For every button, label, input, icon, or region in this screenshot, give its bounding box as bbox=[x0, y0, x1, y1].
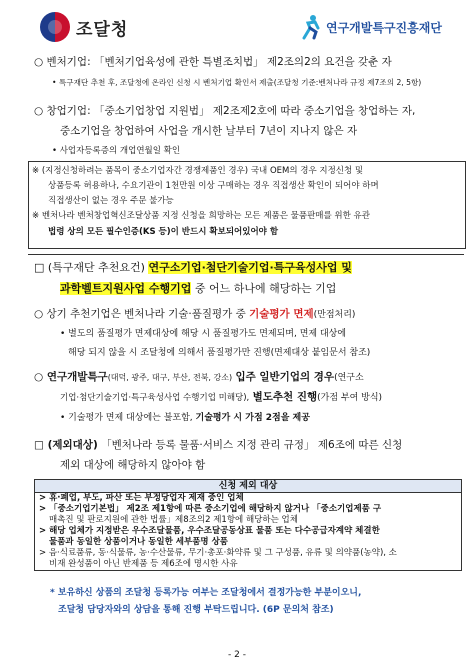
exclusion-row: > 음·식료품류, 동·식물류, 농·수산물류, 무기·총포·화약류 및 그 구성품, 유류 및 의약품(농약), 소 bbox=[39, 548, 397, 558]
startup-company-line: ○ 창업기업: 「중소기업창업 지원법」 제2조제2호에 따라 중소기업을 창업하는 자, bbox=[34, 105, 416, 117]
bonus-method: (가점 부여 방식) bbox=[317, 393, 383, 403]
exclusion-line-2: 제외 대상에 해당하지 않아야 함 bbox=[60, 459, 206, 471]
notice-line-1: ※ (지정신청하려는 품목이 중소기업자간 경쟁제품인 경우) 국내 OEM의 경우 지정신청 및 bbox=[32, 166, 364, 176]
special-zone-bold: 입주 일반기업의 경우 bbox=[235, 371, 335, 383]
exclusion-row: 비재 완성품이 아닌 반제품 등 제6조에 명시한 사유 bbox=[49, 559, 238, 569]
exclusion-row: 물품과 동일한 상품이거나 동일한 세부품명 상품 bbox=[49, 537, 229, 547]
requirement-highlight-2: 과학벨트지원사업 수행기업 bbox=[60, 282, 192, 295]
exemption-red: 기술평가 면제 bbox=[249, 308, 314, 320]
exclusion-label: □ (제외대상) bbox=[34, 439, 98, 451]
government-emblem-icon bbox=[40, 12, 70, 42]
venture-company-line: ○ 벤처기업: 「벤처기업육성에 관한 특별조치법」 제2조의2의 요건을 갖춘 자 bbox=[34, 56, 392, 68]
tech-eval-exemption-line bbox=[34, 307, 355, 322]
notice-line-4: ※ 벤처나라 벤처창업혁신조달상품 지정 신청을 희망하는 모든 제품은 물품판매를 위한 유관 bbox=[32, 211, 370, 221]
notice-line-3: 직접생산이 없는 경우 주문 불가능 bbox=[48, 196, 174, 206]
separate-recommendation: 별도추천 진행 bbox=[252, 391, 318, 403]
bonus-points-line bbox=[60, 413, 310, 424]
footer-note-line-2: 조달청 담당자와의 상담을 통해 진행 부탁드립니다. (6P 문의처 참조) bbox=[58, 605, 334, 615]
quality-eval-line-1: • 별도의 품질평가 면제대상에 해당 시 품질평가도 면제되며, 면제 대상에 bbox=[60, 329, 347, 339]
recommendation-requirement-line-1 bbox=[34, 261, 352, 275]
page-number: - 2 - bbox=[228, 650, 246, 660]
venture-company-sub: • 특구재단 추천 후, 조달청에 온라인 신청 시 벤처기업 확인서 제출(조달청 기준:벤처나라 규정 제7조의 2, 5항) bbox=[52, 78, 422, 87]
exclusion-table bbox=[34, 479, 462, 571]
procurement-logo-text: 조달청 bbox=[76, 19, 129, 40]
requirement-label: □ (특구재단 추천요건) bbox=[34, 261, 145, 274]
exclusion-line-1 bbox=[34, 438, 402, 452]
exemption-pre: ○ 상기 추천기업은 벤처나라 기술·품질평가 중 bbox=[34, 308, 246, 320]
special-zone-line-1 bbox=[34, 370, 364, 385]
exclusion-table-header: 신청 제외 대상 bbox=[35, 480, 461, 493]
requirement-tail: 중 어느 하나에 해당하는 기업 bbox=[194, 282, 337, 295]
special-zone-tail: (연구소 bbox=[334, 373, 364, 383]
notice-line-2: 상품등록 허용하나, 수요기관이 1천만원 이상 구매하는 경우 직접생산 확인이 되어야 하며 bbox=[48, 181, 379, 191]
footer-note-line-1: * 보유하신 상품의 조달청 등록가능 여부는 조달청에서 결정가능한 부분이오니, bbox=[50, 588, 362, 598]
exclusion-row: 매촉진 및 판로지원에 관한 법률」제8조의2 제1항에 해당하는 업체 bbox=[49, 515, 298, 525]
startup-company-line-2: 중소기업을 창업하여 사업을 개시한 날부터 7년이 지나지 않은 자 bbox=[60, 125, 358, 137]
special-zone-line-2 bbox=[60, 390, 382, 405]
recommendation-requirement-line-2 bbox=[60, 282, 336, 296]
foundation-logo-text: 연구개발특구진흥재단 bbox=[326, 20, 442, 35]
exclusion-text: 「벤처나라 등록 물품·서비스 지정 관리 규정」 제6조에 따른 신청 bbox=[101, 439, 403, 451]
exclusion-row: > 「중소기업기본법」 제2조 제1항에 따른 중소기업에 해당하지 않거나 「중소기업제품 구 bbox=[39, 504, 382, 514]
section-divider bbox=[28, 254, 464, 255]
exclusion-row: > 해당 업체가 지정받은 우수조달물품, 우수조달공동상표 물품 또는 다수공급자계약 체결한 bbox=[39, 526, 380, 536]
running-figure-icon bbox=[300, 14, 322, 40]
quality-eval-line-2: 해당 되지 않을 시 조달청에 의해서 품질평가만 진행(면제대상 붙임문서 참조) bbox=[68, 348, 371, 358]
requirement-highlight-1: 연구소기업·첨단기술기업·특구육성사업 및 bbox=[148, 261, 352, 274]
special-zone-cond: 기업·첨단기술기업·특구육성사업 수행기업 미해당), bbox=[60, 393, 250, 403]
special-zone-regions: (대덕, 광주, 대구, 부산, 전북, 강소) bbox=[107, 373, 233, 382]
startup-company-sub: • 사업자등록증의 개업연월일 확인 bbox=[52, 146, 181, 156]
bonus-bold: 기술평가 시 가점 2점을 제공 bbox=[195, 413, 310, 423]
notice-line-5: 법령 상의 모든 필수인증(KS 등)이 반드시 확보되어있어야 함 bbox=[48, 227, 279, 237]
innopolis-foundation-logo bbox=[300, 14, 442, 40]
exclusion-row: > 휴·폐업, 부도, 파산 또는 부정당업자 제재 중인 업체 bbox=[39, 493, 244, 503]
public-procurement-service-logo bbox=[40, 10, 128, 44]
bonus-pre: • 기술평가 면제 대상에는 불포함, bbox=[60, 413, 193, 423]
exemption-post: (만점처리) bbox=[313, 310, 356, 320]
special-zone-label: ○ 연구개발특구 bbox=[34, 371, 108, 383]
